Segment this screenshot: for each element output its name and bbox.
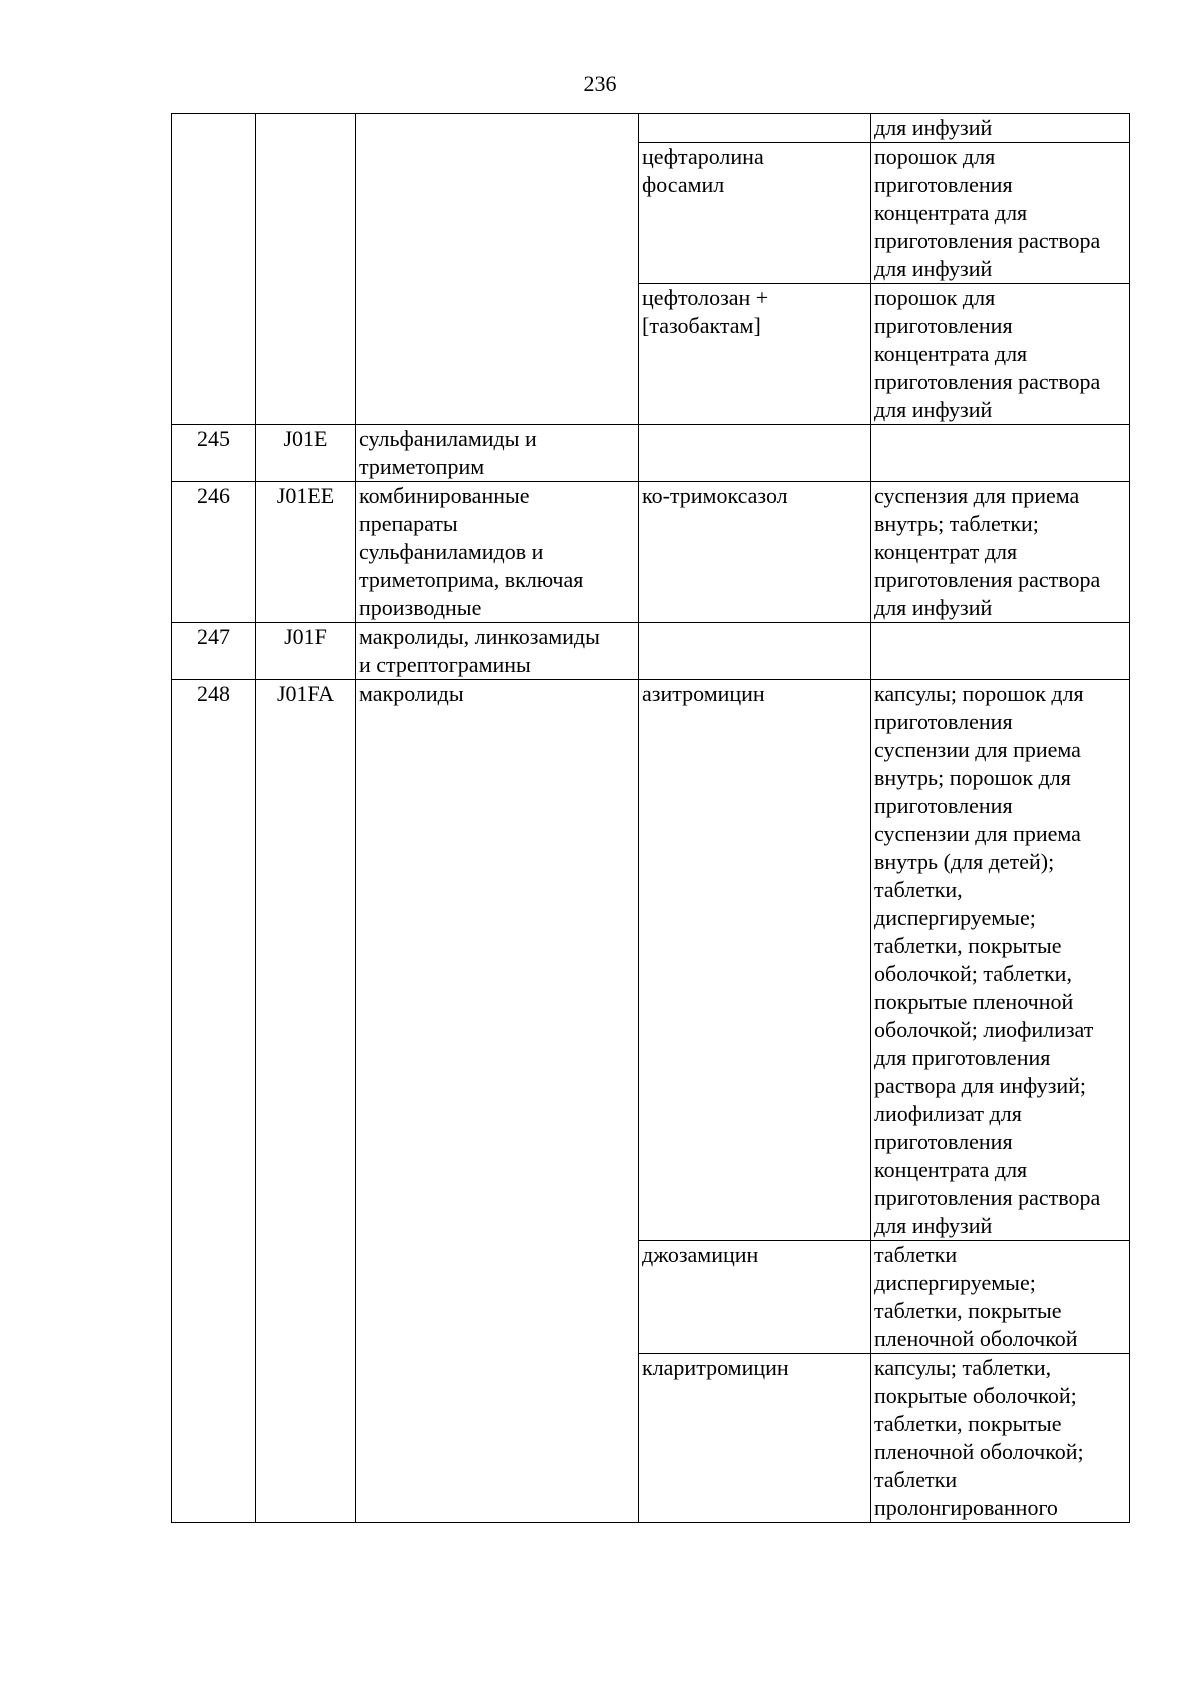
table-row	[172, 425, 1130, 482]
table-row	[172, 680, 1130, 1241]
drug-name-cell-text: цефтаролина фосамил	[642, 144, 764, 197]
drug-name-cell	[639, 284, 871, 425]
row-number-cell-text: 245	[197, 426, 230, 451]
dosage-form-cell	[871, 1354, 1130, 1523]
row-number-cell-text: 248	[197, 681, 230, 706]
dosage-form-cell-text: порошок для приготовления концентрата для приготовления раствора для инфузий	[874, 144, 1101, 281]
drug-name-cell	[639, 482, 871, 623]
drug-name-cell	[639, 1241, 871, 1354]
dosage-form-cell	[871, 623, 1130, 680]
drug-name-cell	[639, 623, 871, 680]
dosage-form-cell	[871, 114, 1130, 143]
drug-name-cell	[639, 425, 871, 482]
atc-code-cell	[256, 680, 356, 1523]
row-number-cell-text: 246	[197, 483, 230, 508]
dosage-form-cell-text: капсулы; таблетки, покрытые оболочкой; таблетки, покрытые пленочной оболочкой; таблетки пролонгированного	[874, 1355, 1084, 1520]
drug-name-cell	[639, 143, 871, 284]
group-name-cell-text: макролиды, линкозамиды и стрептограмины	[359, 624, 600, 677]
row-number-cell	[172, 425, 256, 482]
dosage-form-cell-text: для инфузий	[874, 115, 993, 140]
atc-code-cell	[256, 482, 356, 623]
group-name-cell	[356, 425, 639, 482]
atc-code-cell	[256, 623, 356, 680]
dosage-form-cell	[871, 284, 1130, 425]
page-number: 236	[583, 71, 617, 96]
group-name-cell	[356, 482, 639, 623]
drug-list-table	[171, 113, 1130, 1523]
drug-name-cell-text: джозамицин	[642, 1242, 759, 1267]
row-number-cell	[172, 482, 256, 623]
dosage-form-cell-text: таблетки диспергируемые; таблетки, покрытые пленочной оболочкой	[874, 1242, 1078, 1351]
atc-code-cell-text: J01EE	[276, 483, 335, 508]
dosage-form-cell-text: капсулы; порошок для приготовления суспензии для приема внутрь; порошок для приготовления суспензии для приема внутрь (для детей); таблетки, диспергируемые; таблетки, покрытые оболочкой; таблетки, покрытые пленочной оболочкой; лиофилизат для приготовления раствора для инфузий; лиофилизат для приготовления концентрата для приготовления раствора для инфузий	[874, 681, 1101, 1238]
table-row	[172, 482, 1130, 623]
dosage-form-cell	[871, 425, 1130, 482]
group-name-cell-text: комбинированные препараты сульфаниламидов и триметоприма, включая производные	[359, 483, 584, 620]
group-name-cell	[356, 680, 639, 1523]
group-name-cell	[356, 623, 639, 680]
row-number-cell	[172, 680, 256, 1523]
dosage-form-cell	[871, 1241, 1130, 1354]
drug-name-cell-text: кларитромицин	[642, 1355, 789, 1380]
table-row	[172, 114, 1130, 143]
row-number-cell	[172, 114, 256, 425]
drug-name-cell-text: азитромицин	[642, 681, 765, 706]
group-name-cell-text: макролиды	[359, 681, 464, 706]
drug-name-cell	[639, 114, 871, 143]
dosage-form-cell	[871, 143, 1130, 284]
atc-code-cell	[256, 114, 356, 425]
group-name-cell-text: сульфаниламиды и триметоприм	[359, 426, 537, 479]
dosage-form-cell-text: суспензия для приема внутрь; таблетки; концентрат для приготовления раствора для инфузий	[874, 483, 1101, 620]
drug-list-table-body	[172, 114, 1130, 1523]
row-number-cell-text: 247	[197, 624, 230, 649]
atc-code-cell	[256, 425, 356, 482]
atc-code-cell-text: J01E	[283, 426, 328, 451]
dosage-form-cell	[871, 680, 1130, 1241]
table-row	[172, 623, 1130, 680]
drug-name-cell	[639, 1354, 871, 1523]
drug-name-cell-text: цефтолозан + [тазобактам]	[642, 285, 769, 338]
dosage-form-cell-text: порошок для приготовления концентрата для приготовления раствора для инфузий	[874, 285, 1101, 422]
drug-name-cell-text: ко-тримоксазол	[642, 483, 788, 508]
dosage-form-cell	[871, 482, 1130, 623]
atc-code-cell-text: J01F	[284, 624, 327, 649]
row-number-cell	[172, 623, 256, 680]
group-name-cell	[356, 114, 639, 425]
atc-code-cell-text: J01FA	[276, 681, 335, 706]
drug-name-cell	[639, 680, 871, 1241]
